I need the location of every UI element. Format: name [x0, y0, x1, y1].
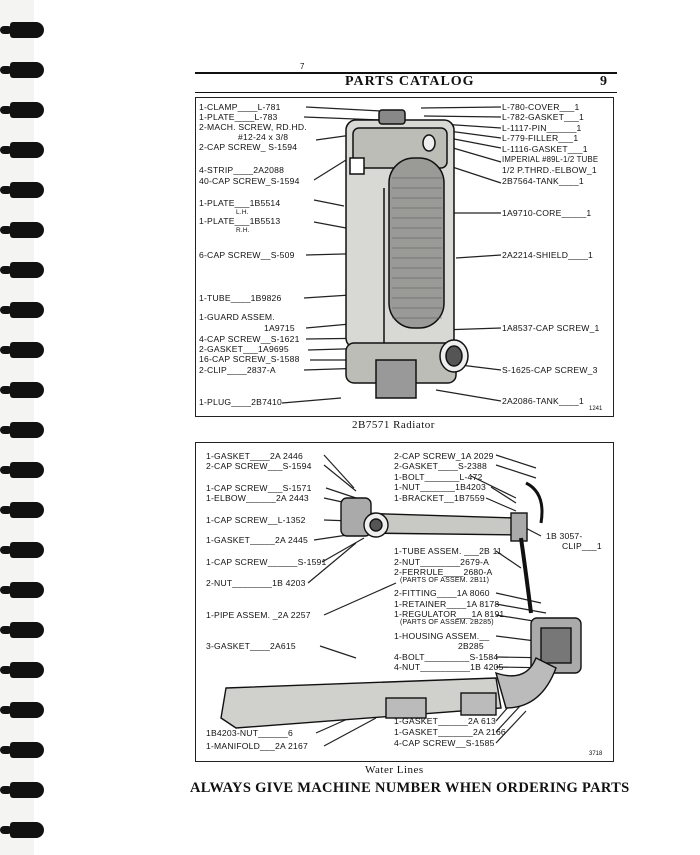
radiator-label-cap-screw-40: 40-CAP SCREW_S-1594 — [199, 176, 300, 186]
radiator-label-gasket-782: L-782-GASKET___1 — [502, 112, 585, 122]
radiator-label-plate-lh: 1-PLATE___1B5514 — [199, 198, 281, 208]
radiator-label-core: 1A9710-CORE_____1 — [502, 208, 592, 218]
water-label-gasket-2445: 1-GASKET_____2A 2445 — [206, 535, 308, 545]
radiator-label-shield: 2A2214-SHIELD____1 — [502, 250, 594, 260]
radiator-label-plate: 1-PLATE____L-783 — [199, 112, 278, 122]
water-lines-panel — [195, 442, 614, 762]
water-label-housing-assem: 1-HOUSING ASSEM.__ — [394, 631, 490, 641]
water-label-nut-2679: 2-NUT________2679-A — [394, 557, 490, 567]
radiator-label-guard-number: 1A9715 — [264, 323, 295, 333]
water-label-nut-1b4205: 4-NUT__________1B 4205 — [394, 662, 504, 672]
radiator-label-plate-rh: 1-PLATE___1B5513 — [199, 216, 281, 226]
water-label-tube-assem: 1-TUBE ASSEM. ___2B 11 — [394, 546, 502, 556]
header-rule-bottom — [195, 92, 617, 93]
radiator-label-mach-screw-size: #12-24 x 3/8 — [238, 132, 289, 142]
radiator-caption: 2B7571 Radiator — [352, 419, 435, 431]
water-label-clip: CLIP___1 — [562, 541, 602, 551]
water-label-nut-6: 1B4203-NUT______6 — [206, 728, 294, 738]
water-label-gasket-2388: 2-GASKET____S-2388 — [394, 461, 487, 471]
water-label-elbow: 1-ELBOW______2A 2443 — [206, 493, 309, 503]
water-label-bolt: 1-BOLT_______L-472 — [394, 472, 483, 482]
water-label-gasket-2a615: 3-GASKET____2A615 — [206, 641, 296, 651]
water-label-manifold: 1-MANIFOLD___2A 2167 — [206, 741, 308, 751]
radiator-label-plug: 1-PLUG____2B7410 — [199, 397, 282, 407]
water-label-gasket-2446: 1-GASKET____2A 2446 — [206, 451, 303, 461]
radiator-label-filler: L-779-FILLER___1 — [502, 133, 579, 143]
water-label-retainer: 1-RETAINER____1A 8178 — [394, 599, 500, 609]
water-label-nut-1b4203: 2-NUT________1B 4203 — [206, 578, 306, 588]
water-label-fitting: 2-FITTING____1A 8060 — [394, 588, 490, 598]
radiator-label-cap-screw-1594: 2-CAP SCREW_ S-1594 — [199, 142, 298, 152]
radiator-label-clip: 2-CLIP____2837-A — [199, 365, 276, 375]
radiator-label-cover: L-780-COVER___1 — [502, 102, 580, 112]
water-label-cap-screw-1585: 4-CAP SCREW__S-1585 — [394, 738, 495, 748]
page-mark: 7 — [300, 62, 305, 71]
water-label-cap-screw-1591: 1-CAP SCREW______S-1591 — [206, 557, 327, 567]
radiator-label-cap-screw-1a8537: 1A8537-CAP SCREW_1 — [502, 323, 600, 333]
water-label-housing-number: 2B285 — [458, 641, 484, 651]
water-label-parts-of-2b285: (PARTS OF ASSEM. 2B285) — [400, 619, 494, 626]
radiator-label-gasket: 2-GASKET___1A9695 — [199, 344, 289, 354]
radiator-label-lh: L.H. — [236, 209, 249, 216]
footer-notice: ALWAYS GIVE MACHINE NUMBER WHEN ORDERING PARTS — [190, 780, 630, 796]
page-title: PARTS CATALOG — [345, 74, 475, 89]
water-label-gasket-2a613: 1-GASKET______2A 613 — [394, 716, 496, 726]
water-label-cap-screw-1a2029: 2-CAP SCREW_1A 2029 — [394, 451, 494, 461]
water-lines-caption: Water Lines — [365, 764, 424, 776]
radiator-label-cap-screw-509: 6-CAP SCREW__S-509 — [199, 250, 295, 260]
radiator-figure-code: 1241 — [589, 406, 603, 412]
radiator-label-clamp: 1-CLAMP____L-781 — [199, 102, 281, 112]
water-label-regulator: 1-REGULATOR___1A 8191 — [394, 609, 505, 619]
radiator-label-cap-screw-1621: 4-CAP SCREW__S-1621 — [199, 334, 300, 344]
water-figure-code: 3718 — [589, 751, 603, 757]
binder-spine — [0, 0, 34, 855]
radiator-panel — [195, 97, 614, 417]
water-label-bracket: 1-BRACKET__1B7559 — [394, 493, 485, 503]
radiator-label-elbow: 1/2 P.THRD.-ELBOW_1 — [502, 165, 597, 175]
page-number: 9 — [600, 74, 607, 89]
radiator-label-mach-screw: 2-MACH. SCREW, RD.HD. — [199, 122, 307, 132]
water-label-gasket-2a2166: 1-GASKET_______2A 2166 — [394, 727, 506, 737]
radiator-label-rh: R.H. — [236, 227, 250, 234]
radiator-label-pin: L-1117-PIN______1 — [502, 123, 582, 133]
water-label-cap-screw-1594: 2-CAP SCREW___S-1594 — [206, 461, 312, 471]
water-label-nut-1b4203-r: 1-NUT_______1B4203 — [394, 482, 486, 492]
radiator-label-cap-screw-1588: 16-CAP SCREW_S-1588 — [199, 354, 300, 364]
radiator-label-tank-2b7564: 2B7564-TANK____1 — [502, 176, 584, 186]
radiator-label-strip: 4-STRIP____2A2088 — [199, 165, 285, 175]
water-label-ferrule: 2-FERRULE____2680-A — [394, 567, 493, 577]
radiator-label-imperial-tube: IMPERIAL #89L-1/2 TUBE — [502, 155, 599, 164]
water-label-parts-of-2b11: (PARTS OF ASSEM. 2B11) — [400, 577, 490, 584]
water-label-bolt-1584: 4-BOLT_________S-1584 — [394, 652, 499, 662]
water-label-clip-number: 1B 3057- — [546, 531, 583, 541]
radiator-label-gasket-1116: L-1116-GASKET___1 — [502, 144, 588, 154]
water-label-cap-screw-1352: 1-CAP SCREW__L-1352 — [206, 515, 306, 525]
radiator-label-tank-2a2086: 2A2086-TANK____1 — [502, 396, 584, 406]
radiator-label-cap-screw-1625: S-1625-CAP SCREW_3 — [502, 365, 598, 375]
water-label-pipe-assem: 1-PIPE ASSEM. _2A 2257 — [206, 610, 311, 620]
water-label-cap-screw-1571: 1-CAP SCREW___S-1571 — [206, 483, 312, 493]
radiator-label-tube: 1-TUBE____1B9826 — [199, 293, 282, 303]
radiator-label-guard-assem: 1-GUARD ASSEM. — [199, 312, 275, 322]
